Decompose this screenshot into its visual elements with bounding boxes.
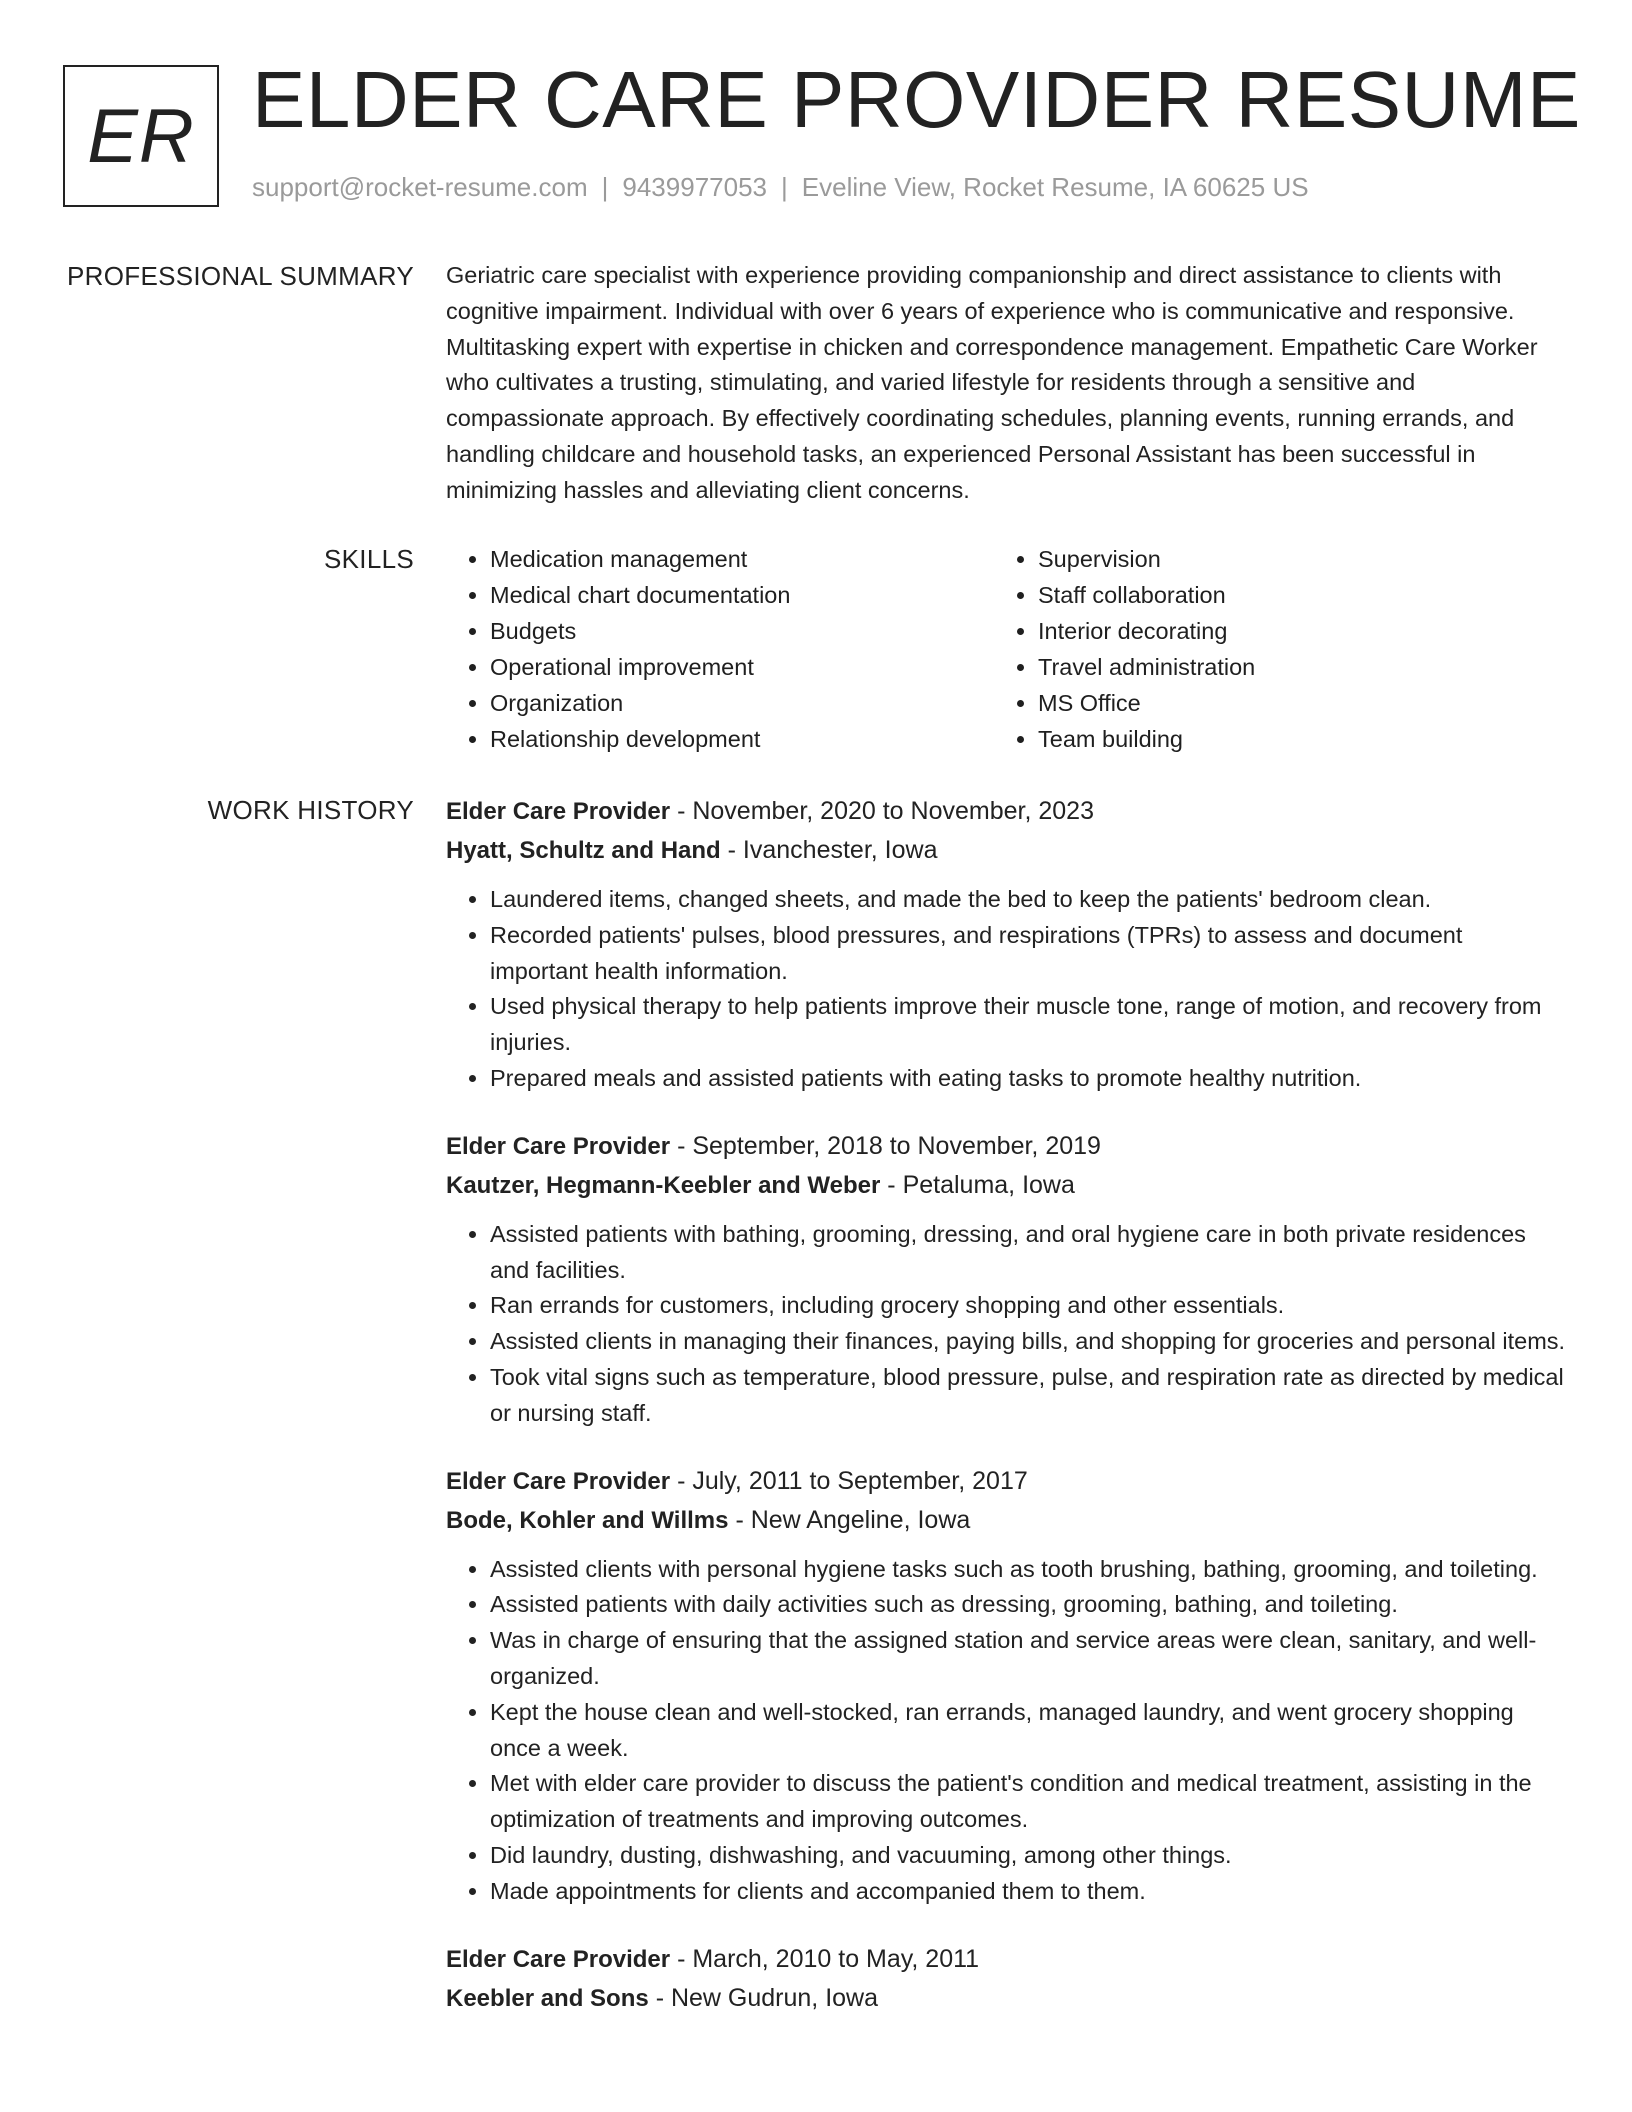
contact-line [252, 172, 1309, 203]
duty-item: • Used physical therapy to help patients improve their muscle tone, range of motion, and recovery from injuries. [490, 989, 1566, 1061]
job-title: Elder Care Provider [446, 1132, 671, 1160]
duty-item: • Laundered items, changed sheets, and made the bed to keep the patients' bedroom clean. [490, 882, 1566, 918]
duty-item: • Made appointments for clients and accompanied them to them. [490, 1874, 1566, 1910]
duty-item: • Met with elder care provider to discuss the patient's condition and medical treatment, assisting in the optimization of treatments and improving outcomes. [490, 1766, 1566, 1838]
monogram-badge [63, 65, 219, 207]
skill-item: • Budgets [490, 613, 994, 649]
duty-item: • Assisted clients with personal hygiene tasks such as tooth brushing, bathing, grooming, and toileting. [490, 1552, 1566, 1588]
job-company-line [446, 1979, 1566, 2018]
skill-item: • Staff collaboration [1038, 577, 1542, 613]
skill-item: • Organization [490, 685, 994, 721]
job-duties [446, 1552, 1566, 1910]
duty-item: • Took vital signs such as temperature, blood pressure, pulse, and respiration rate as directed by medical or nursing staff. [490, 1360, 1566, 1432]
job-title: Elder Care Provider [446, 1467, 671, 1495]
job-duties [446, 882, 1566, 1097]
skills-heading: SKILLS [324, 544, 414, 574]
job-dates: - March, 2010 to May, 2011 [677, 1944, 980, 1973]
contact-email: support@rocket-resume.com [252, 172, 588, 202]
job-company: Keebler and Sons [446, 1984, 649, 2012]
job-company: Bode, Kohler and Willms [446, 1506, 729, 1534]
contact-phone: 9439977053 [622, 172, 767, 202]
job-title-line [446, 1127, 1566, 1166]
duty-item: • Assisted patients with daily activities such as dressing, grooming, bathing, and toileting. [490, 1587, 1566, 1623]
job-company-line [446, 831, 1566, 870]
skill-item: • Medical chart documentation [490, 577, 994, 613]
duty-item: • Ran errands for customers, including grocery shopping and other essentials. [490, 1288, 1566, 1324]
job-title-line [446, 792, 1566, 831]
job-company-line [446, 1166, 1566, 1205]
resume-title: ELDER CARE PROVIDER RESUME [252, 55, 1581, 144]
job-dates: - November, 2020 to November, 2023 [677, 797, 1094, 825]
job-entry [446, 1940, 1566, 2018]
duty-item: • Kept the house clean and well-stocked, ran errands, managed laundry, and went grocery shopping once a week. [490, 1695, 1566, 1767]
duty-item: • Recorded patients' pulses, blood pressures, and respirations (TPRs) to assess and document important health information. [490, 918, 1566, 990]
skill-item: • Operational improvement [490, 649, 994, 685]
job-location: - New Angeline, Iowa [735, 1505, 971, 1534]
job-company-line [446, 1501, 1566, 1540]
job-company: Hyatt, Schultz and Hand [446, 837, 721, 864]
job-entry [446, 792, 1566, 1097]
skill-item: • Travel administration [1038, 649, 1542, 685]
job-title: Elder Care Provider [446, 1945, 671, 1973]
initials: ER [87, 93, 195, 179]
summary-text: Geriatric care specialist with experience providing companionship and direct assistance to clients with cognitive impairment. Individual with over 6 years of experience who is communicative and responsive. Multitasking expert with expertise in chicken and correspondence management. Empathetic Care Worker who cultivates a trusting, stimulating, and varied lifestyle for residents through a sensitive and compassionate approach. By effectively coordinating schedules, planning events, running errands, and handling childcare and household tasks, an experienced Personal Assistant has been successful in minimizing hassles and alleviating client concerns. [446, 262, 1538, 503]
skills-column-1 [446, 541, 994, 757]
job-entry [446, 1127, 1566, 1432]
job-dates: - July, 2011 to September, 2017 [677, 1466, 1028, 1495]
skill-item: • Interior decorating [1038, 613, 1542, 649]
contact-address: Eveline View, Rocket Resume, IA 60625 US [801, 172, 1309, 202]
job-title-line [446, 1940, 1566, 1979]
skill-item: • Relationship development [490, 721, 994, 757]
contact-separator: | [781, 172, 788, 202]
job-dates: - September, 2018 to November, 2019 [677, 1131, 1101, 1160]
skill-item: • MS Office [1038, 685, 1542, 721]
duty-item: • Assisted patients with bathing, grooming, dressing, and oral hygiene care in both private residences and facilities. [490, 1217, 1566, 1289]
job-duties [446, 1217, 1566, 1432]
work-history-heading: WORK HISTORY [207, 795, 414, 825]
job-title-line [446, 1462, 1566, 1501]
job-location: - Ivanchester, Iowa [727, 836, 938, 864]
job-entry [446, 1462, 1566, 1910]
job-company: Kautzer, Hegmann-Keebler and Weber [446, 1171, 881, 1199]
summary-heading: PROFESSIONAL SUMMARY [67, 261, 414, 291]
duty-item: • Assisted clients in managing their finances, paying bills, and shopping for groceries and personal items. [490, 1324, 1566, 1360]
duty-item: • Was in charge of ensuring that the assigned station and service areas were clean, sanitary, and well-organized. [490, 1623, 1566, 1695]
contact-separator: | [601, 172, 609, 202]
skill-item: • Medication management [490, 541, 994, 577]
skill-item: • Supervision [1038, 541, 1542, 577]
job-title: Elder Care Provider [446, 798, 671, 825]
skills-column-2 [994, 541, 1542, 757]
skill-item: • Team building [1038, 721, 1542, 757]
job-location: - Petaluma, Iowa [887, 1170, 1075, 1199]
duty-item: • Did laundry, dusting, dishwashing, and vacuuming, among other things. [490, 1838, 1566, 1874]
job-location: - New Gudrun, Iowa [655, 1983, 879, 2012]
duty-item: • Prepared meals and assisted patients with eating tasks to promote healthy nutrition. [490, 1061, 1566, 1097]
